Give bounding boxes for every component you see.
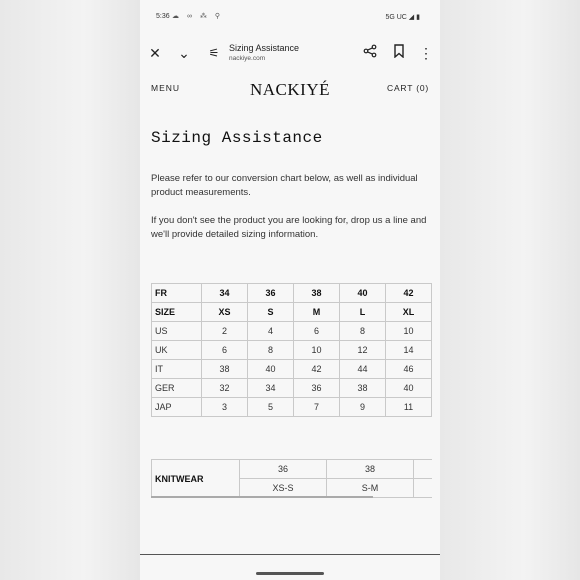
table-cell: 10 bbox=[294, 341, 340, 360]
table-cell: 6 bbox=[202, 341, 248, 360]
table-cell: 38 bbox=[327, 460, 414, 479]
page-domain[interactable]: nackiye.com bbox=[229, 55, 266, 62]
table-cell: 40 bbox=[248, 360, 294, 379]
brand-logo[interactable]: NACKIYÉ bbox=[250, 80, 330, 99]
knitwear-label: KNITWEAR bbox=[152, 460, 240, 498]
row-label: SIZE bbox=[152, 303, 202, 322]
notification-icons: ☁ ∞ ⁂ ⚲ bbox=[172, 13, 223, 20]
menu-link[interactable]: MENU bbox=[151, 83, 181, 93]
background-blur-right bbox=[440, 0, 580, 580]
table-row bbox=[152, 360, 432, 379]
table-cell: 40 bbox=[340, 284, 386, 303]
table-cell: 8 bbox=[340, 322, 386, 341]
table-cell: XS-S bbox=[240, 479, 327, 498]
table-cell: 3 bbox=[202, 398, 248, 417]
row-label: US bbox=[152, 322, 202, 341]
web-page bbox=[140, 72, 440, 556]
share-icon-glyph bbox=[363, 44, 377, 58]
table-cell: 42 bbox=[294, 360, 340, 379]
table-cell: 46 bbox=[386, 360, 432, 379]
knitwear-size-table bbox=[151, 459, 432, 498]
table-row bbox=[152, 460, 433, 479]
table-row bbox=[152, 341, 432, 360]
table-cell: 38 bbox=[340, 379, 386, 398]
site-settings-icon[interactable]: ⚟ bbox=[208, 46, 220, 60]
status-time: 5:36 bbox=[156, 13, 170, 20]
background-blur-left bbox=[0, 0, 140, 580]
table-row bbox=[152, 303, 432, 322]
table-cell: XS bbox=[202, 303, 248, 322]
table-cell: 5 bbox=[248, 398, 294, 417]
row-label: JAP bbox=[152, 398, 202, 417]
row-label: IT bbox=[152, 360, 202, 379]
table-cell: 11 bbox=[386, 398, 432, 417]
contact-paragraph: If you don't see the product you are looking for, drop us a line and we'll provide detailed sizing information. bbox=[151, 215, 427, 240]
table-cell-clipped bbox=[414, 479, 433, 498]
table-cell: 14 bbox=[386, 341, 432, 360]
table-row bbox=[152, 322, 432, 341]
page-heading: Sizing Assistance bbox=[151, 129, 323, 147]
table-cell: XL bbox=[386, 303, 432, 322]
table-cell: 10 bbox=[386, 322, 432, 341]
more-options-icon[interactable]: ⋮ bbox=[419, 45, 433, 61]
table-cell: 6 bbox=[294, 322, 340, 341]
table-cell: 8 bbox=[248, 341, 294, 360]
status-bar bbox=[140, 0, 440, 34]
table-cell-clipped bbox=[414, 460, 433, 479]
browser-url-bar bbox=[140, 34, 440, 72]
table-cell: 34 bbox=[202, 284, 248, 303]
intro-paragraph: Please refer to our conversion chart below, as well as individual product measurements. bbox=[151, 173, 418, 198]
table-cell: L bbox=[340, 303, 386, 322]
row-label: UK bbox=[152, 341, 202, 360]
table-cell: 36 bbox=[294, 379, 340, 398]
table-cell: 4 bbox=[248, 322, 294, 341]
phone-screen bbox=[140, 0, 440, 580]
bookmark-icon[interactable] bbox=[390, 44, 408, 62]
row-label: FR bbox=[152, 284, 202, 303]
table-cell: 40 bbox=[386, 379, 432, 398]
cart-link[interactable]: CART (0) bbox=[387, 83, 429, 93]
gesture-handle[interactable] bbox=[256, 572, 324, 575]
table-cell: 44 bbox=[340, 360, 386, 379]
page-title[interactable]: Sizing Assistance bbox=[229, 43, 300, 53]
table-row bbox=[152, 398, 432, 417]
close-icon[interactable]: ✕ bbox=[149, 45, 161, 61]
chevron-down-icon[interactable]: ⌄ bbox=[178, 45, 190, 61]
row-label: GER bbox=[152, 379, 202, 398]
table-cell: 36 bbox=[240, 460, 327, 479]
bottom-divider bbox=[140, 554, 440, 555]
table-cell: 36 bbox=[248, 284, 294, 303]
size-conversion-table bbox=[151, 283, 432, 417]
horizontal-scrollbar[interactable] bbox=[151, 496, 373, 498]
network-battery-status: 5G UC ◢ ▮ bbox=[385, 14, 420, 21]
table-cell: 7 bbox=[294, 398, 340, 417]
table-cell: 12 bbox=[340, 341, 386, 360]
table-cell: S bbox=[248, 303, 294, 322]
table-cell: 42 bbox=[386, 284, 432, 303]
table-cell: 34 bbox=[248, 379, 294, 398]
table-cell: 2 bbox=[202, 322, 248, 341]
table-cell: M bbox=[294, 303, 340, 322]
table-row bbox=[152, 284, 432, 303]
table-cell: S-M bbox=[327, 479, 414, 498]
bookmark-icon-glyph bbox=[393, 44, 405, 58]
table-cell: 38 bbox=[202, 360, 248, 379]
share-icon[interactable] bbox=[361, 44, 379, 62]
table-cell: 32 bbox=[202, 379, 248, 398]
table-cell: 9 bbox=[340, 398, 386, 417]
table-cell: 38 bbox=[294, 284, 340, 303]
table-row bbox=[152, 379, 432, 398]
